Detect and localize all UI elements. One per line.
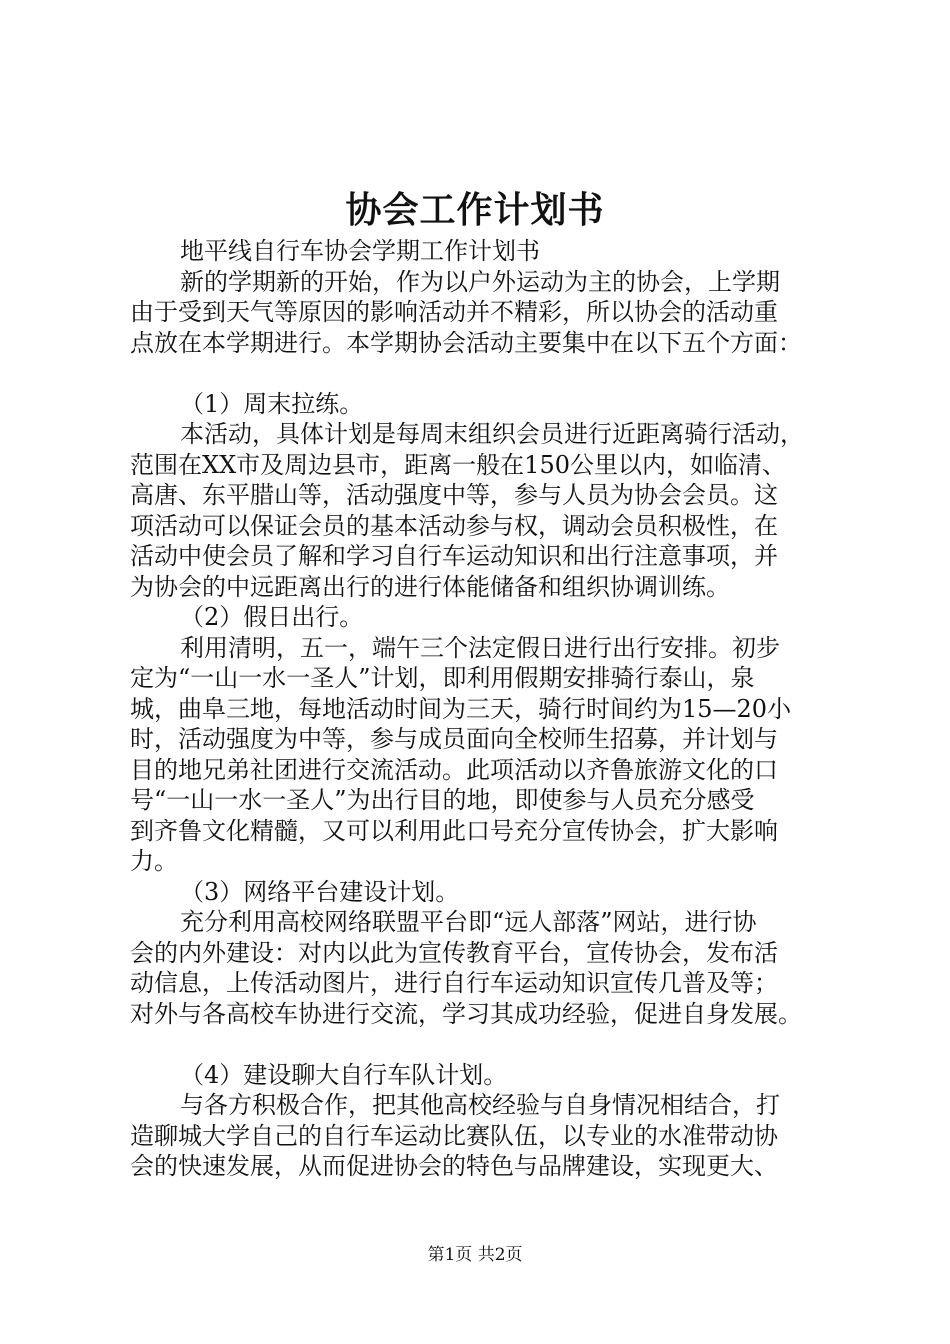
paragraph-line: 会的快速发展，从而促进协会的特色与品牌建设，实现更大、 [130,1152,778,1180]
paragraph-line: 活动中使会员了解和学习自行车运动知识和出行注意事项，并 [130,542,778,570]
paragraph-line: 由于受到天气等原因的影响活动并不精彩，所以协会的活动重 [130,298,778,326]
paragraph-line: 力。 [130,847,178,875]
document-title: 协会工作计划书 [345,189,605,231]
paragraph-line: 点放在本学期进行。本学期协会活动主要集中在以下五个方面： [130,328,802,357]
paragraph-line: 造聊城大学自己的自行车运动比赛队伍，以专业的水准带动协 [130,1121,778,1150]
section-heading: （4）建设聊大自行车队计划。 [180,1060,508,1089]
paragraph-line: 对外与各高校车协进行交流，学习其成功经验，促进自身发展。 [130,999,802,1028]
paragraph-line: 与各方积极合作，把其他高校经验与自身情况相结合，打 [180,1091,780,1119]
paragraph-line: 会的内外建设：对内以此为宣传教育平台，宣传协会，发布活 [130,938,778,967]
document-body [130,236,850,1182]
paragraph-line: 充分利用高校网络联盟平台即“远人部落”网站，进行协 [180,908,757,936]
subtitle-line: 地平线自行车协会学期工作计划书 [180,237,540,265]
paragraph-line: 为协会的中远距离出行的进行体能储备和组织协调训练。 [130,572,730,601]
section-heading: （2）假日出行。 [180,603,364,631]
paragraph-line: 项活动可以保证会员的基本活动参与权，调动会员积极性，在 [130,511,778,540]
section-heading: （1）周末拉练。 [180,389,364,418]
paragraph-line: 新的学期新的开始，作为以户外运动为主的协会，上学期 [180,267,780,296]
paragraph-gap [130,358,850,389]
paragraph-line: 城，曲阜三地，每地活动时间为三天，骑行时间约为15—20小 [130,694,792,723]
paragraph-line: 利用清明，五一，端午三个法定假日进行出行安排。初步 [180,633,780,662]
page-footer: 第1页 共2页 [427,1245,523,1265]
paragraph-line: 范围在XX市及周边县市，距离一般在150公里以内，如临清、 [130,450,786,479]
section-heading: （3）网络平台建设计划。 [180,877,460,906]
paragraph-line: 本活动，具体计划是每周末组织会员进行近距离骑行活动， [180,420,804,448]
paragraph-line: 高唐、东平腊山等，活动强度中等，参与人员为协会会员。这 [130,481,778,509]
paragraph-line: 目的地兄弟社团进行交流活动。此项活动以齐鲁旅游文化的口 [130,755,778,784]
paragraph-line: 时，活动强度为中等，参与成员面向全校师生招募，并计划与 [130,725,778,753]
paragraph-gap [130,1029,850,1060]
paragraph-line: 动信息，上传活动图片，进行自行车运动知识宣传几普及等； [130,969,778,997]
paragraph-line: 到齐鲁文化精髓，又可以利用此口号充分宣传协会，扩大影响 [130,816,778,845]
paragraph-line: 定为“一山一水一圣人”计划，即利用假期安排骑行泰山，泉 [130,664,755,692]
paragraph-line: 号“一山一水一圣人”为出行目的地，即使参与人员充分感受 [130,786,755,814]
